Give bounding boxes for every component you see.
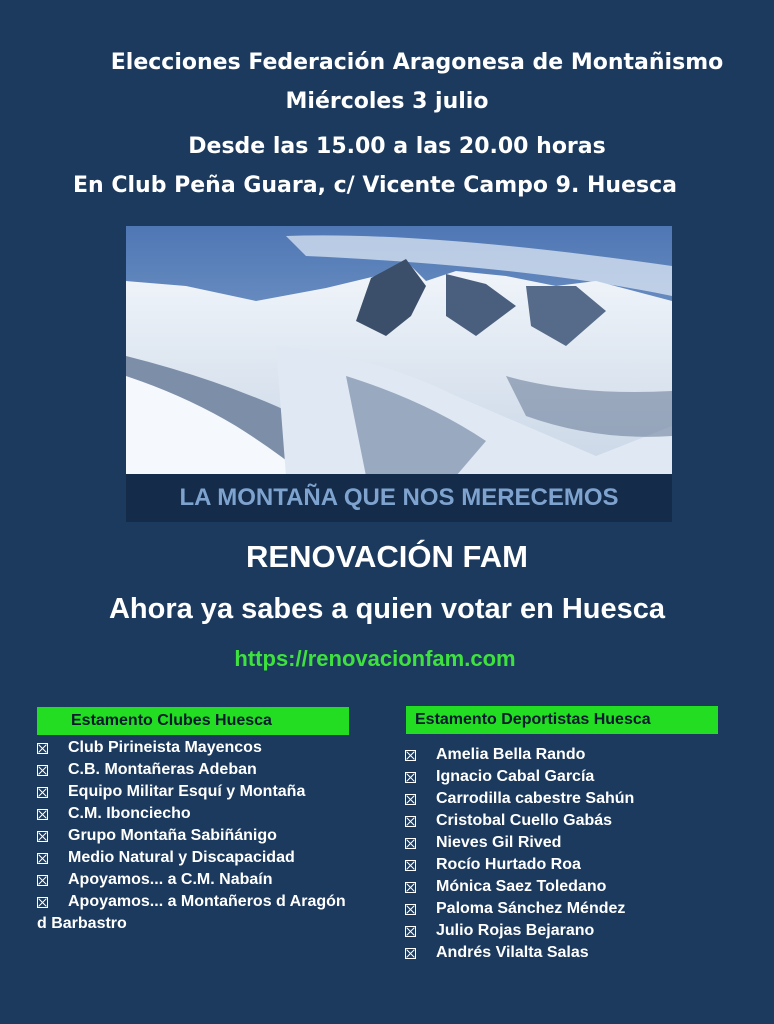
clubs-list [37, 737, 387, 935]
list-item [405, 854, 705, 876]
list-item-label: Grupo Montaña Sabiñánigo [68, 827, 277, 844]
list-item [405, 942, 705, 964]
brand-title: RENOVACIÓN FAM [246, 539, 528, 574]
list-item [405, 810, 705, 832]
list-item-label: Cristobal Cuello Gabás [436, 812, 613, 829]
website-link[interactable]: https://renovacionfam.com [234, 646, 516, 671]
list-item [405, 766, 705, 788]
list-item-label: Rocío Hurtado Roa [436, 856, 581, 873]
list-item [37, 825, 387, 847]
checkbox-x-icon [405, 816, 416, 827]
list-item-label: Apoyamos... a C.M. Nabaín [68, 871, 273, 888]
header-hours: Desde las 15.00 a las 20.00 horas [188, 134, 606, 159]
list-item-label: Equipo Militar Esquí y Montaña [68, 783, 306, 800]
list-item-label: C.M. Ibonciecho [68, 805, 191, 822]
photo-caption: LA MONTAÑA QUE NOS MERECEMOS [126, 474, 672, 522]
list-item [37, 869, 387, 891]
checkbox-x-icon [405, 838, 416, 849]
list-item-label: Carrodilla cabestre Sahún [436, 790, 635, 807]
list-item [405, 744, 705, 766]
list-item [405, 920, 705, 942]
athletes-list-header: Estamento Deportistas Huesca [406, 706, 718, 734]
list-item-label: Paloma Sánchez Méndez [436, 900, 626, 917]
list-item-label: Nieves Gil Rived [436, 834, 562, 851]
checkbox-x-icon [405, 860, 416, 871]
checkbox-x-icon [37, 831, 48, 842]
checkbox-x-icon [37, 787, 48, 798]
header-title: Elecciones Federación Aragonesa de Montañismo [110, 50, 724, 75]
checkbox-x-icon [37, 765, 48, 776]
list-item [405, 898, 705, 920]
list-item-continuation: d Barbastro [37, 915, 127, 932]
list-item [37, 737, 387, 759]
checkbox-x-icon [37, 853, 48, 864]
checkbox-x-icon [405, 926, 416, 937]
slogan: Ahora ya sabes a quien votar en Huesca [108, 593, 666, 625]
checkbox-x-icon [405, 948, 416, 959]
list-item-label: Amelia Bella Rando [436, 746, 586, 763]
list-item-label: Julio Rojas Bejarano [436, 922, 595, 939]
list-item [405, 876, 705, 898]
checkbox-x-icon [37, 743, 48, 754]
list-item [405, 788, 705, 810]
clubs-list-header: Estamento Clubes Huesca [37, 707, 349, 735]
athletes-list [405, 744, 705, 964]
header-date: Miércoles 3 julio [285, 89, 489, 114]
list-item [405, 832, 705, 854]
list-item-label: C.B. Montañeras Adeban [68, 761, 257, 778]
list-item-label: Mónica Saez Toledano [436, 878, 607, 895]
list-item-label: Medio Natural y Discapacidad [68, 849, 295, 866]
checkbox-x-icon [405, 904, 416, 915]
list-item [37, 803, 387, 825]
list-item-label: Apoyamos... a Montañeros d Aragón [68, 893, 346, 910]
list-item [37, 891, 387, 935]
list-item-label: Club Pirineista Mayencos [68, 739, 262, 756]
checkbox-x-icon [405, 794, 416, 805]
list-item [37, 759, 387, 781]
checkbox-x-icon [405, 882, 416, 893]
list-item-label: Andrés Vilalta Salas [436, 944, 589, 961]
checkbox-x-icon [37, 809, 48, 820]
header-location: En Club Peña Guara, c/ Vicente Campo 9. Huesca [73, 173, 677, 198]
checkbox-x-icon [37, 875, 48, 886]
checkbox-x-icon [405, 772, 416, 783]
mountain-photo [126, 226, 672, 522]
list-item-label: Ignacio Cabal García [436, 768, 595, 785]
checkbox-x-icon [37, 897, 48, 908]
checkbox-x-icon [405, 750, 416, 761]
list-item [37, 847, 387, 869]
list-item [37, 781, 387, 803]
